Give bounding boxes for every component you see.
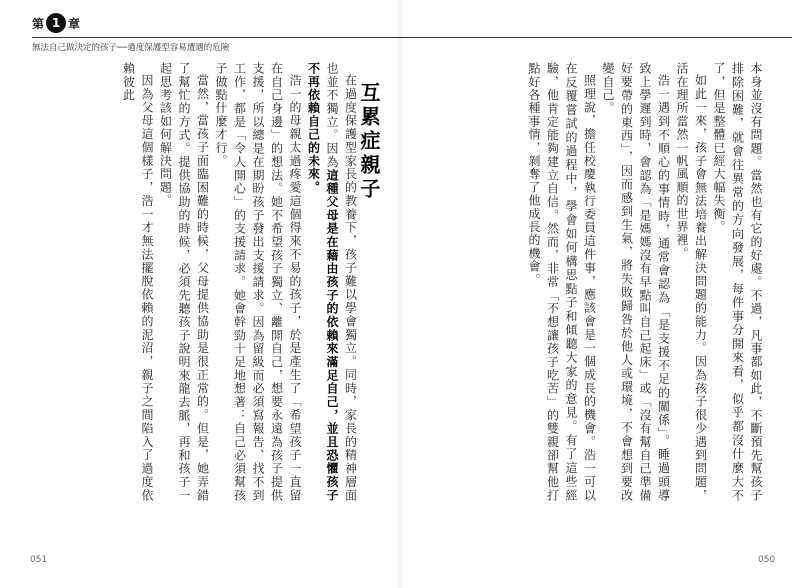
right-page-text [475, 62, 765, 502]
left-paragraph-2: 浩一的母親太過疼愛這個得來不易的孩子，於是產生了「希望孩子一直留在自己身邊」的想法。她不希望孩子獨立、離開自己，想要永遠為孩子提供支援，所以總是在期盼孩子發出支援請求。因為留級而必須寫報告、找不到工作，都是「令人開心」的支援請求。她會幹勁十足地想著：自己必須幫孩子做點什麼才行。 [214, 62, 302, 502]
left-paragraph-1 [304, 62, 360, 502]
chapter-prefix: 第 [32, 16, 45, 31]
left-paragraph-1-emphasis: 這種父母是在藉由孩子的依賴來滿足自己，並且恐懼孩子不再依賴自己的未來。 [306, 62, 339, 502]
right-paragraph-3: 浩一遇到不順心的事情時，通常會認為「是支援不足的關係」。睡過頭導致上學遲到時，會認為「是媽媽沒有早點叫自己起床」或「沒有幫自己準備好要帶的東西」，因而感到生氣，將失敗歸咎於他人或環境，不會想到要改變自己。 [601, 62, 671, 502]
left-paragraph-1-text: 在過度保護型家長的教養下，孩子難以學會獨立。同時，家長的精神層面也並不獨立。因為 [325, 62, 358, 502]
chapter-suffix: 章 [68, 16, 81, 31]
page-number-right: 050 [758, 555, 776, 565]
running-header: 無法自己做決定的孩子──過度保護型容易遭遇的危險 [32, 43, 230, 53]
right-paragraph-1: 本身並沒有問題。當然也有它的好處。不過，凡事都如此，不斷預先幫孩子排除困難，就會往異常的方向發展，每件事分開來看，似乎都沒什麼大不了，但是整體已經大幅失衡。 [712, 62, 763, 502]
left-paragraph-3: 當然，當孩子面臨困難的時候，父母提供協助是很正常的。但是，她弄錯了幫忙的方式。提供協助的時候，必須先聽孩子說明來龍去脈，再和孩子一起思考該如何解決問題。 [158, 62, 210, 502]
left-paragraph-4: 因為父母這個樣子，浩一才無法擺脫依賴的泥沼，親子之間陷入了過度依賴彼此 [121, 62, 154, 502]
section-heading: 互累症親子 [357, 82, 381, 202]
chapter-number-badge: 1 [46, 13, 66, 33]
header-rule [32, 37, 792, 38]
right-paragraph-4: 照理說，擔任校慶執行委員這件事，應該會是一個成長的機會。浩一可以在反覆嘗試的過程中，學會如何構思點子和傾聽大家的意見。有了這些經驗，他肯定能夠建立自信。然而，非常「不想讓孩子吃苦」的雙親卻幫他打點好各種事情，剝奪了他成長的機會。 [527, 62, 597, 502]
page-number-left: 051 [30, 555, 48, 565]
right-paragraph-2: 如此一來，孩子會無法培養出解決問題的能力。因為孩子很少遇到問題，活在理所當然一帆風順的世界裡。 [675, 62, 708, 502]
book-gutter [396, 0, 404, 588]
chapter-mark [32, 11, 80, 35]
left-page-text [58, 62, 381, 502]
